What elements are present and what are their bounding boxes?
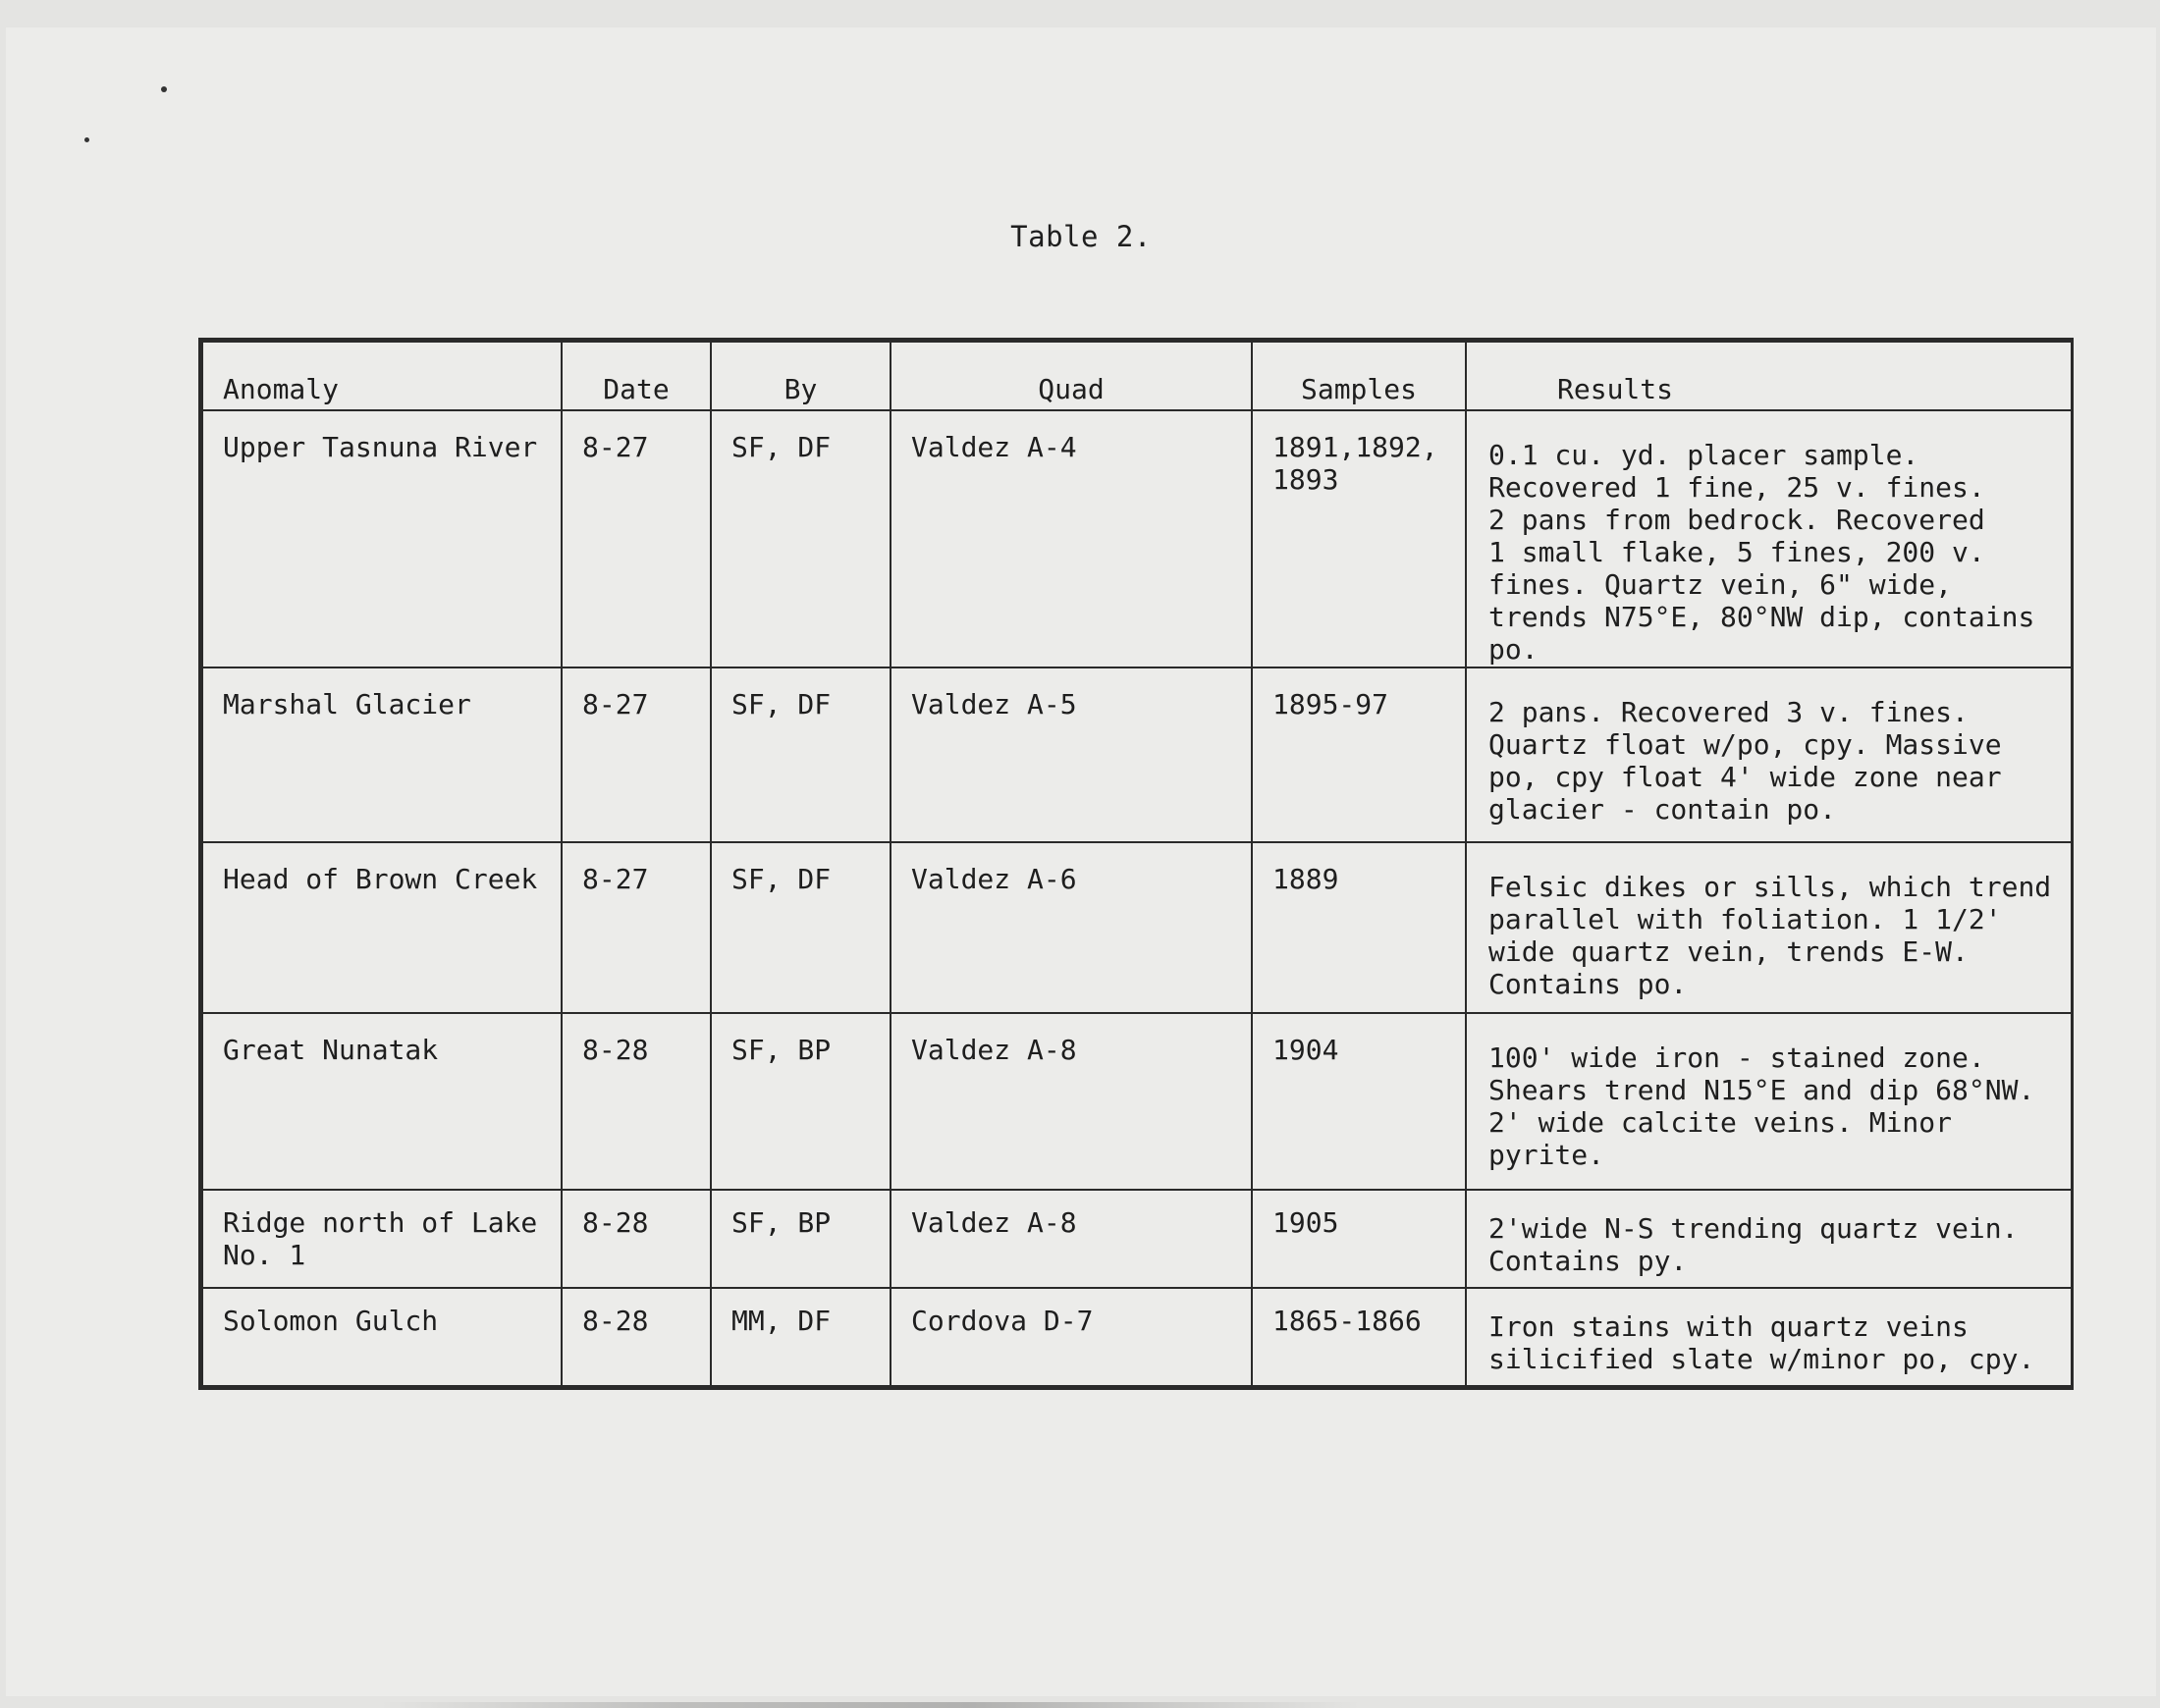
cell-results: 2 pans. Recovered 3 v. fines. Quartz float w/po, cpy. Massive po, cpy float 4' wide zone near glacier - contain po. [1466, 667, 2072, 842]
table-row [202, 1288, 2072, 1386]
cell-anomaly: Ridge north of Lake No. 1 [202, 1190, 562, 1288]
table-title: Table 2. [1010, 220, 1152, 253]
cell-anomaly: Great Nunatak [202, 1013, 562, 1190]
table-row [202, 1013, 2072, 1190]
column-header-quad: Quad [891, 342, 1252, 410]
cell-by: SF, BP [711, 1190, 891, 1288]
cell-samples: 1865-1866 [1252, 1288, 1466, 1386]
cell-results: Iron stains with quartz veins silicified slate w/minor po, cpy. [1466, 1288, 2072, 1386]
cell-quad: Cordova D-7 [891, 1288, 1252, 1386]
cell-date: 8-27 [562, 842, 711, 1013]
table-row [202, 842, 2072, 1013]
cell-results: 100' wide iron - stained zone. Shears trend N15°E and dip 68°NW. 2' wide calcite veins. Minor pyrite. [1466, 1013, 2072, 1190]
paper-speck [161, 86, 167, 92]
column-header-samples: Samples [1252, 342, 1466, 410]
cell-date: 8-27 [562, 410, 711, 667]
table-row [202, 410, 2072, 667]
cell-samples: 1905 [1252, 1190, 1466, 1288]
cell-anomaly: Marshal Glacier [202, 667, 562, 842]
cell-date: 8-28 [562, 1288, 711, 1386]
cell-samples: 1904 [1252, 1013, 1466, 1190]
anomaly-table-frame [198, 338, 2074, 1390]
cell-quad: Valdez A-5 [891, 667, 1252, 842]
scan-smudge [379, 1702, 1361, 1708]
table-row [202, 667, 2072, 842]
table-header-row [202, 342, 2072, 410]
table-row [202, 1190, 2072, 1288]
cell-date: 8-28 [562, 1190, 711, 1288]
cell-quad: Valdez A-4 [891, 410, 1252, 667]
cell-date: 8-27 [562, 667, 711, 842]
anomaly-table [201, 341, 2073, 1387]
column-header-by: By [711, 342, 891, 410]
cell-samples: 1895-97 [1252, 667, 1466, 842]
column-header-date: Date [562, 342, 711, 410]
cell-samples: 1889 [1252, 842, 1466, 1013]
cell-results: Felsic dikes or sills, which trend parallel with foliation. 1 1/2' wide quartz vein, trends E-W. Contains po. [1466, 842, 2072, 1013]
cell-anomaly: Solomon Gulch [202, 1288, 562, 1386]
cell-date: 8-28 [562, 1013, 711, 1190]
cell-anomaly: Upper Tasnuna River [202, 410, 562, 667]
cell-anomaly: Head of Brown Creek [202, 842, 562, 1013]
cell-by: SF, DF [711, 667, 891, 842]
cell-results: 2'wide N-S trending quartz vein. Contains py. [1466, 1190, 2072, 1288]
cell-quad: Valdez A-8 [891, 1013, 1252, 1190]
cell-samples: 1891,1892, 1893 [1252, 410, 1466, 667]
paper-speck [84, 137, 89, 142]
column-header-results: Results [1466, 342, 2072, 410]
cell-by: SF, BP [711, 1013, 891, 1190]
cell-by: SF, DF [711, 842, 891, 1013]
cell-quad: Valdez A-8 [891, 1190, 1252, 1288]
cell-quad: Valdez A-6 [891, 842, 1252, 1013]
cell-by: MM, DF [711, 1288, 891, 1386]
cell-by: SF, DF [711, 410, 891, 667]
column-header-anomaly: Anomaly [202, 342, 562, 410]
cell-results: 0.1 cu. yd. placer sample. Recovered 1 fine, 25 v. fines. 2 pans from bedrock. Recovered 1 small flake, 5 fines, 200 v. fines. Quartz vein, 6" wide, trends N75°E, 80°NW dip, contains po. [1466, 410, 2072, 667]
document-page [6, 27, 2156, 1696]
